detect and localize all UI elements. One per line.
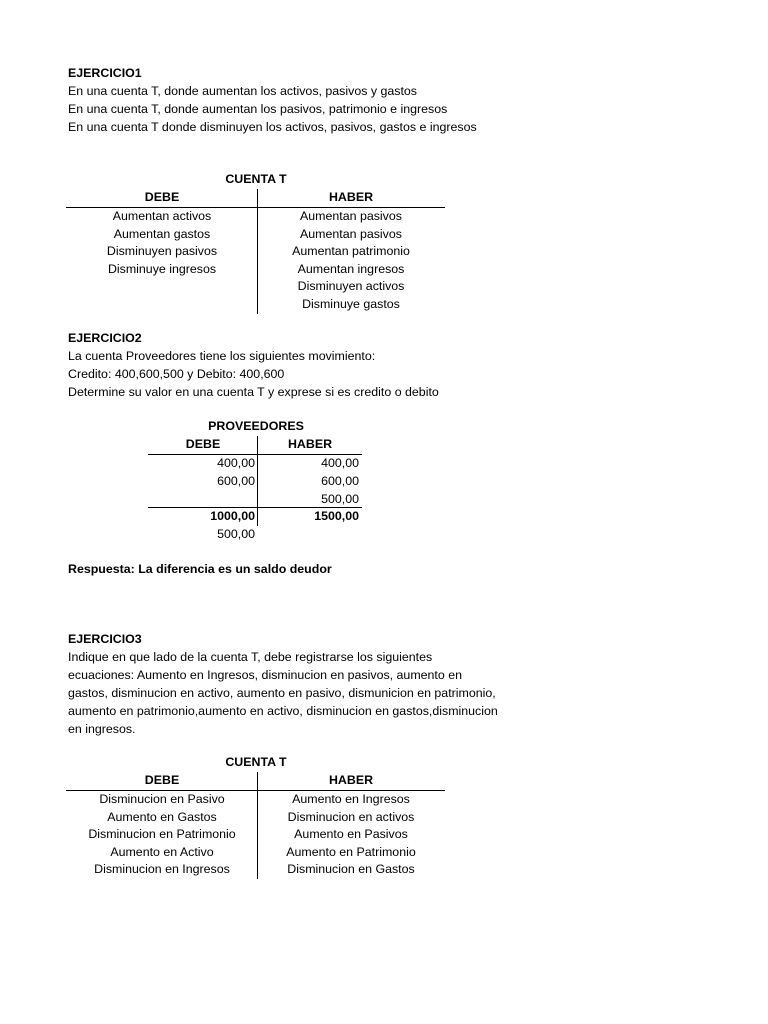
ex3-haber-item: Disminucion en activos	[287, 809, 415, 824]
ex1-haber-item: Aumentan ingresos	[297, 261, 405, 276]
ex1-haber-item: Disminuyen activos	[297, 279, 405, 294]
ex3-table-title: CUENTA T	[225, 755, 287, 769]
ex2-haber-amount: 400,00	[321, 456, 359, 470]
ex1-debe-column	[68, 208, 256, 278]
ex3-haber-column	[258, 791, 444, 879]
ex2-haber-total: 1500,00	[314, 509, 359, 523]
ex3-debe-item: Aumento en Gastos	[107, 809, 217, 824]
ex3-haber-item: Disminucion en Gastos	[287, 862, 415, 877]
ex3-haber-item: Aumento en Patrimonio	[286, 844, 416, 859]
ex3-line-4: aumento en patrimonio,aumento en activo, disminucion en gastos,disminucion	[68, 704, 498, 718]
ex2-debe-amount: 400,00	[217, 456, 255, 470]
ex2-answer: Respuesta: La diferencia es un saldo deudor	[68, 562, 332, 576]
ex1-haber-item: Disminuye gastos	[302, 296, 400, 311]
ex1-debe-header: DEBE	[144, 190, 180, 204]
ex2-difference: 500,00	[217, 527, 255, 541]
ex2-haber-column	[258, 455, 359, 508]
ex1-table-title: CUENTA T	[225, 172, 287, 186]
ex1-haber-item: Aumentan pasivos	[300, 226, 402, 241]
ex1-title: EJERCICIO1	[68, 66, 142, 80]
ex3-debe-header: DEBE	[144, 773, 180, 787]
ex1-line-1: En una cuenta T, donde aumentan los activos, pasivos y gastos	[68, 84, 417, 98]
ex2-title: EJERCICIO2	[68, 331, 142, 345]
ex2-line-3: Determine su valor en una cuenta T y exprese si es credito o debito	[68, 385, 439, 399]
ex2-haber-header: HABER	[287, 437, 333, 451]
ex1-line-2: En una cuenta T, donde aumentan los pasivos, patrimonio e ingresos	[68, 102, 448, 116]
ex2-haber-amount: 600,00	[321, 473, 359, 488]
ex2-line-1: La cuenta Proveedores tiene los siguientes movimiento:	[68, 349, 376, 363]
ex3-debe-item: Disminucion en Pasivo	[99, 792, 225, 806]
ex3-debe-item: Disminucion en Patrimonio	[88, 827, 236, 842]
ex1-haber-header: HABER	[328, 190, 374, 204]
ex3-title: EJERCICIO3	[68, 632, 142, 646]
ex2-debe-header: DEBE	[185, 437, 221, 451]
ex3-haber-header: HABER	[328, 773, 374, 787]
ex3-line-2: ecuaciones: Aumento en Ingresos, disminucion en pasivos, aumento en	[68, 668, 462, 682]
ex3-debe-item: Disminucion en Ingresos	[94, 862, 230, 877]
ex3-debe-column	[68, 791, 256, 879]
ex3-line-1: Indique en que lado de la cuenta T, debe registrarse los siguientes	[68, 650, 433, 664]
ex3-line-3: gastos, disminucion en activo, aumento en pasivo, dismunicion en patrimonio,	[68, 686, 496, 700]
ex1-haber-column	[258, 208, 444, 314]
ex3-haber-item: Aumento en Ingresos	[292, 792, 410, 806]
ex2-table-title: PROVEEDORES	[208, 419, 304, 433]
ex1-haber-item: Aumentan patrimonio	[292, 244, 410, 259]
ex1-debe-item: Disminuyen pasivos	[106, 244, 218, 259]
ex2-line-2: Credito: 400,600,500 y Debito: 400,600	[68, 367, 285, 381]
ex2-debe-amount: 600,00	[217, 473, 255, 488]
ex1-debe-item: Aumentan activos	[112, 209, 212, 223]
ex1-debe-item: Aumentan gastos	[113, 226, 211, 241]
ex1-line-3: En una cuenta T donde disminuyen los activos, pasivos, gastos e ingresos	[68, 120, 477, 134]
ex2-debe-total: 1000,00	[210, 509, 255, 523]
ex1-debe-item: Disminuye ingresos	[107, 261, 217, 276]
ex3-line-5: en ingresos.	[68, 722, 136, 736]
ex2-debe-column	[150, 455, 255, 491]
ex3-debe-item: Aumento en Activo	[110, 844, 214, 859]
ex3-haber-item: Aumento en Pasivos	[294, 827, 408, 842]
ex2-haber-amount: 500,00	[321, 491, 359, 506]
ex1-haber-item: Aumentan pasivos	[300, 209, 402, 223]
